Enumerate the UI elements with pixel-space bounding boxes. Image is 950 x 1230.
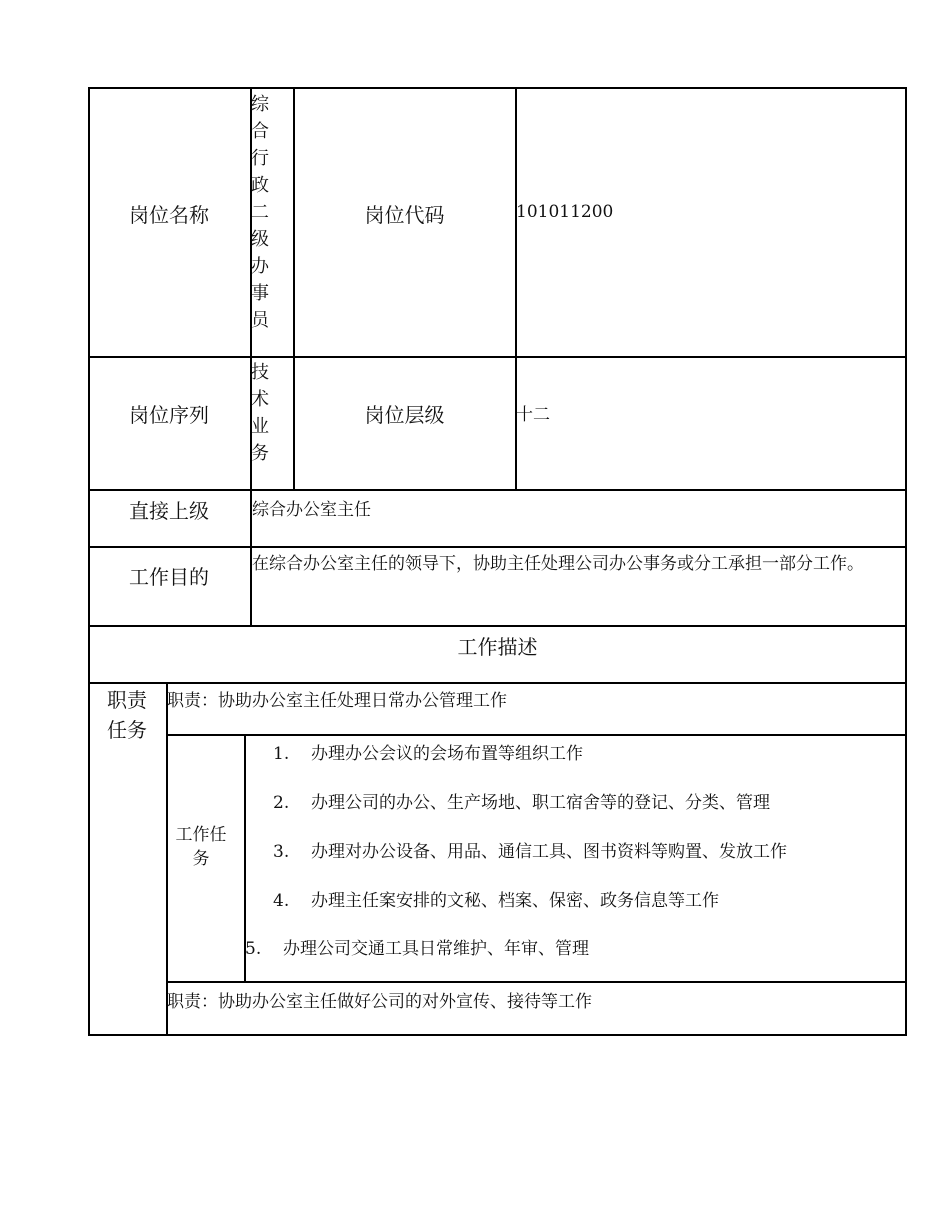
task-item: 1. 办理办公会议的会场布置等组织工作 [273, 744, 583, 764]
description-title: 工作描述 [457, 634, 538, 659]
supervisor-value: 综合办公室主任 [252, 500, 371, 520]
supervisor-label: 直接上级 [129, 498, 209, 523]
post-code-value: 101011200 [516, 202, 614, 222]
job-description-table [88, 87, 907, 1036]
duties-label: 职责任务 [107, 688, 147, 742]
post-level-label: 岗位层级 [364, 403, 445, 427]
duty-1: 职责：协助办公室主任处理日常办公管理工作 [167, 691, 507, 711]
post-level-value: 十二 [516, 405, 550, 425]
post-seq-value: 技术业务 [251, 362, 269, 464]
task-item: 2. 办理公司的办公、生产场地、职工宿舍等的登记、分类、管理 [273, 793, 770, 813]
row-divider [88, 682, 907, 684]
task-item: 5. 办理公司交通工具日常维护、年审、管理 [245, 939, 589, 959]
task-item: 3. 办理对办公设备、用品、通信工具、图书资料等购置、发放工作 [273, 842, 787, 862]
task-label: 工作任务 [175, 825, 227, 869]
row-divider [166, 734, 907, 736]
purpose-value: 在综合办公室主任的领导下，协助主任处理公司办公事务或分工承担一部分工作。 [252, 554, 864, 574]
task-item: 4. 办理主任案安排的文秘、档案、保密、政务信息等工作 [273, 891, 719, 911]
table-border-bottom [88, 1034, 907, 1036]
duty-2: 职责：协助办公室主任做好公司的对外宣传、接待等工作 [167, 992, 592, 1012]
post-name-label: 岗位名称 [129, 202, 209, 227]
post-name-value: 综合行政二级办事员 [251, 94, 269, 331]
row-divider [166, 981, 907, 983]
post-code-label: 岗位代码 [364, 202, 445, 227]
post-seq-label: 岗位序列 [129, 403, 209, 427]
table-border-right [905, 87, 907, 1036]
purpose-label: 工作目的 [129, 565, 209, 589]
